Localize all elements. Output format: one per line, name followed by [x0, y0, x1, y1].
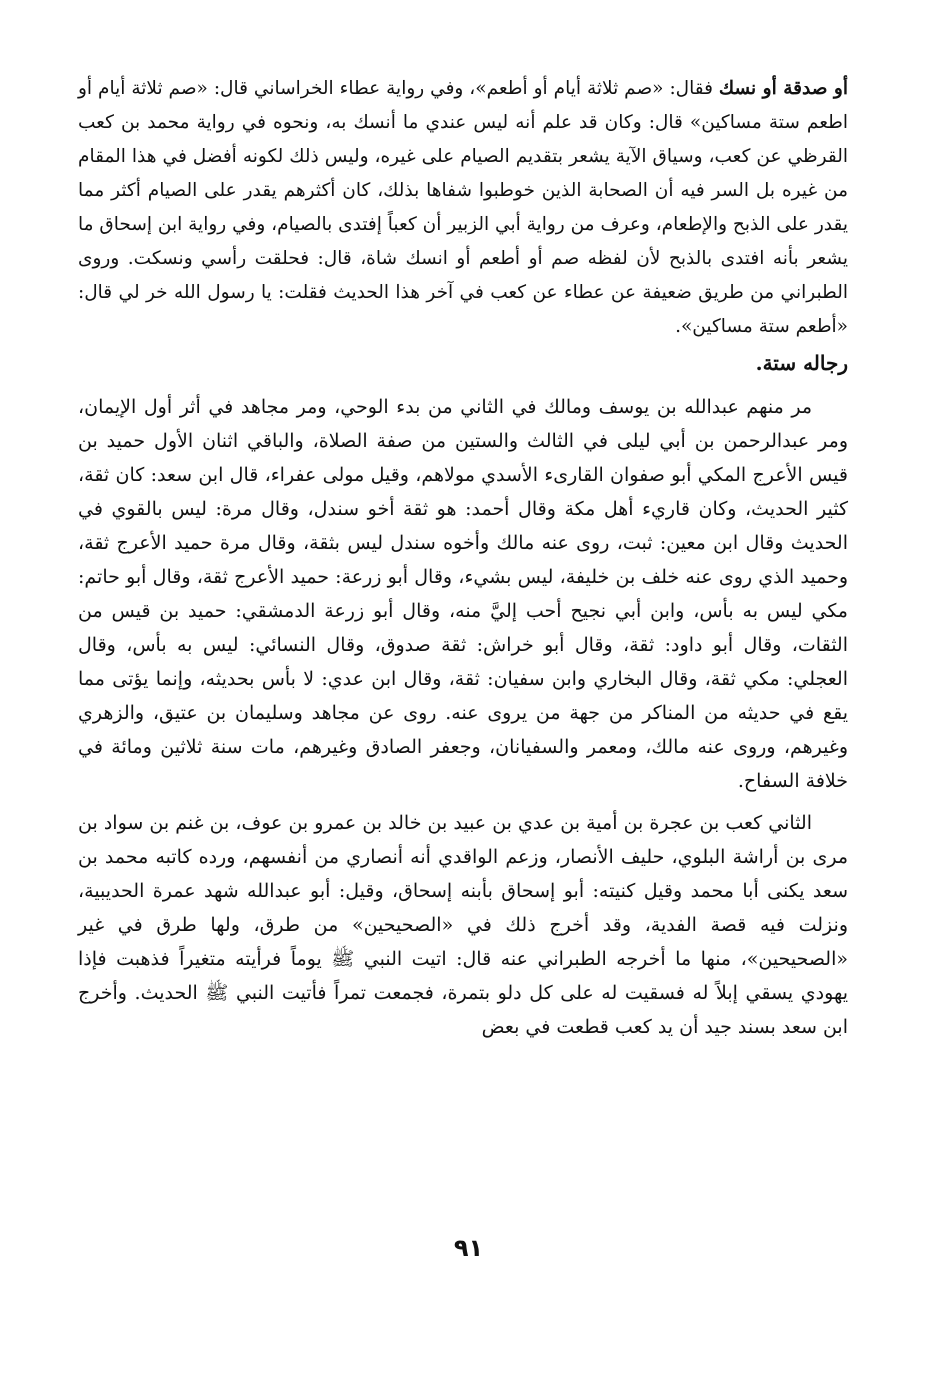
paragraph-opening-lead: أو صدقة أو نسك	[718, 78, 848, 99]
page-number: ٩١	[453, 1234, 484, 1262]
paragraph-opening-text: فقال: «صم ثلاثة أيام أو أطعم»، وفي رواية عطاء الخراساني قال: «صم ثلاثة أيام أو اطعم ستة مساكين» قال: وكان قد علم أنه ليس عندي ما أنسك به، ونحوه في رواية محمد بن كعب القرظي عن كعب، وسياق الآية يشعر بتقديم الصيام على غيره، وليس ذلك لكونه أفضل في هذا المقام من غيره بل السر فيه أن الصحابة الذين خوطبوا شفاها بذلك، كان أكثرهم يقدر على الصيام أكثر مما يقدر على الذبح والإطعام، وعرف من رواية أبي الزبير أن كعباً إفتدى بالصيام، وفي رواية ابن إسحاق ما يشعر بأنه افتدى بالذبح لأن لفظه صم أو أطعم أو انسك شاة، قال: فحلقت رأسي ونسكت. وروى الطبراني من طريق ضعيفة عن عطاء عن كعب في آخر هذا الحديث فقلت: يا رسول الله خر لي قال: «أطعم ستة مساكين».	[78, 78, 848, 337]
paragraph-gap	[78, 798, 848, 806]
paragraph-kaab: الثاني كعب بن عجرة بن أمية بن عدي بن عبيد بن خالد بن عمرو بن عوف، بن غنم بن سواد بن مرى بن أراشة البلوي، حليف الأنصار، وزعم الواقدي أنه أنصاري من أنفسهم، ورده كاتبه محمد بن سعد يكنى أبا محمد وقيل كنيته: أبو إسحاق بأبنه إسحاق، وقيل: أبو عبدالله شهد عمرة الحديبية، ونزلت فيه قصة الفدية، وقد أخرج ذلك في «الصحيحين» من طرق، ولها طرق في غير «الصحيحين»، منها ما أخرجه الطبراني عنه قال: اتيت النبي ﷺ يوماً فرأيته متغيراً فذهبت فإذا يهودي يسقي إبلاً له فسقيت له على كل دلو بتمرة، فجمعت تمراً فأتيت النبي ﷺ الحديث. وأخرج ابن سعد بسند جيد أن يد كعب قطعت في بعض	[78, 812, 848, 1038]
page-body	[78, 72, 848, 1044]
paragraph-opening	[78, 72, 848, 344]
section-heading: رجاله ستة.	[755, 351, 848, 375]
paragraph-narrators: مر منهم عبدالله بن يوسف ومالك في الثاني من بدء الوحي، ومر مجاهد في أثر أول الإيمان، ومر عبدالرحمن بن أبي ليلى في الثالث والستين من صفة الصلاة، والباقي اثنان الأول حميد بن قيس الأعرج المكي أبو صفوان القارىء الأسدي مولاهم، وقيل مولى عفراء، قال ابن سعد: كان ثقة، كثير الحديث، وكان قاريء أهل مكة وقال أحمد: هو ثقة أخو سندل، وقال مرة: ليس بالقوي في الحديث وقال ابن معين: ثبت، روى عنه مالك وأخوه سندل ليس بثقة، وقال مرة حميد الأعرج ثقة، وحميد الذي روى عنه خلف بن خليفة، ليس بشيء، وقال أبو زرعة: حميد الأعرج ثقة، وقال أبو حاتم: مكي ليس به بأس، وابن أبي نجيح أحب إليَّ منه، وقال أبو زرعة الدمشقي: حميد بن قيس من الثقات، وقال أبو داود: ثقة، وقال أبو خراش: ثقة صدوق، وقال النسائي: ليس به بأس، وقال العجلي: مكي ثقة، وقال البخاري وابن سفيان: ثقة، وقال ابن عدي: لا بأس بحديثه، وإنما يؤتى مما يقع في حديثه من المناكر من جهة من يروى عنه. روى عن مجاهد وسليمان بن عتيق، والزهري وغيرهم، وروى عنه مالك، ومعمر والسفيانان، وجعفر الصادق وغيرهم، مات سنة ثلاثين ومائة في خلافة السفاح.	[78, 396, 848, 792]
